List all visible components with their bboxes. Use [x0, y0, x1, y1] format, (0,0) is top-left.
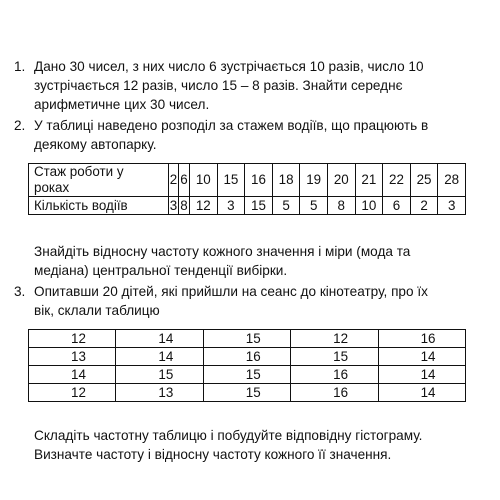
experience-header-cell: [29, 164, 169, 197]
table-cell: 20: [327, 164, 355, 197]
task-2-question-line-1: Знайдіть відносну частоту кожного значення і міри (мода та: [34, 244, 411, 259]
table-cell: 10: [190, 164, 218, 197]
table-cell: 14: [29, 366, 116, 384]
task-3-question-line-2: Визначте частоту і відносну частоту кожного її значення.: [34, 447, 392, 462]
table-cell: 15: [245, 197, 273, 215]
task-3-line-2: вік, склали таблицю: [34, 303, 160, 318]
task-3-line-1: Опитавши 20 дітей, які прийшли на сеанс до кінотеатру, про їх: [34, 284, 428, 299]
table-row: [29, 348, 466, 366]
table-cell: 15: [217, 164, 245, 197]
experience-header-line-1: Стаж роботи у: [34, 164, 124, 179]
table-cell: 3: [438, 197, 466, 215]
table-row: [29, 384, 466, 402]
table-cell: 2: [169, 164, 179, 197]
table-cell: 14: [378, 366, 465, 384]
children-age-table: [28, 329, 466, 402]
table-cell: 15: [203, 384, 290, 402]
task-3-number: 3.: [14, 284, 26, 299]
table-cell: 25: [410, 164, 438, 197]
table-cell: 12: [190, 197, 218, 215]
table-cell: 16: [378, 330, 465, 348]
task-1-line-3: арифметичне цих 30 чисел.: [34, 97, 210, 112]
table-cell: 15: [291, 348, 378, 366]
table-cell: 19: [300, 164, 328, 197]
task-2-line-2: деякому автопарку.: [34, 137, 157, 152]
task-2-question-line-2: медіана) центральної тенденції вибірки.: [34, 263, 288, 278]
table-cell: 14: [378, 348, 465, 366]
table-cell: 28: [438, 164, 466, 197]
driver-experience-table: [28, 163, 466, 215]
table-cell: 13: [29, 348, 116, 366]
table-cell: 15: [116, 366, 203, 384]
table-cell: 22: [383, 164, 411, 197]
table-row: [29, 330, 466, 348]
count-header-cell: Кількість водіїв: [29, 197, 169, 215]
table-cell: 14: [378, 384, 465, 402]
task-3-question-line-1: Складіть частотну таблицю і побудуйте відповідну гістограму.: [34, 428, 423, 443]
experience-header-line-2: роках: [34, 180, 70, 195]
task-1-line-2: зустрічається 12 разів, число 15 – 8 разів. Знайти середнє: [34, 78, 403, 93]
table-cell: 12: [29, 330, 116, 348]
table-cell: 16: [291, 384, 378, 402]
table-cell: 16: [203, 348, 290, 366]
table-cell: 12: [291, 330, 378, 348]
table-row: [29, 366, 466, 384]
table-cell: 12: [29, 384, 116, 402]
task-1-line-1: Дано 30 чисел, з них число 6 зустрічається 10 разів, число 10: [34, 59, 424, 74]
table-cell: 16: [245, 164, 273, 197]
task-2-line-1: У таблиці наведено розподіл за стажем водіїв, що працюють в: [34, 118, 429, 133]
task-1-number: 1.: [14, 59, 26, 74]
table-cell: 14: [116, 348, 203, 366]
table-cell: 16: [291, 366, 378, 384]
table-cell: 21: [355, 164, 383, 197]
table-cell: 8: [327, 197, 355, 215]
table-cell: 18: [272, 164, 300, 197]
table-cell: 15: [203, 366, 290, 384]
table-cell: 3: [169, 197, 178, 213]
table-row: [29, 197, 466, 215]
table-cell: 6: [383, 197, 411, 215]
table-cell: 15: [203, 330, 290, 348]
table-cell: 14: [116, 330, 203, 348]
table-cell: 6: [179, 164, 190, 197]
table-row: [29, 164, 466, 197]
task-2-number: 2.: [14, 118, 26, 133]
table-cell: 8: [180, 197, 188, 213]
table-cell: 5: [300, 197, 328, 215]
table-cell: 3: [217, 197, 245, 215]
table-cell: 5: [272, 197, 300, 215]
table-cell: 2: [410, 197, 438, 215]
table-cell: 13: [116, 384, 203, 402]
table-cell: 10: [355, 197, 383, 215]
